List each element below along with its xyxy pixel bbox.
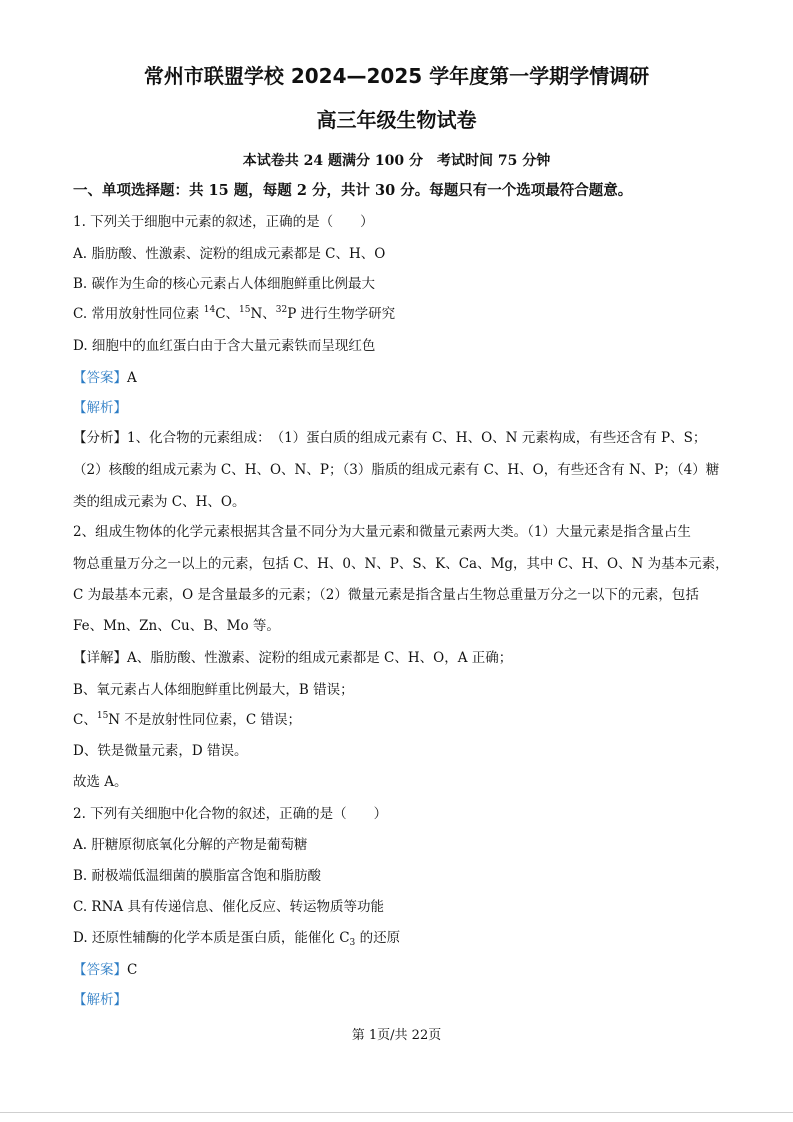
xiangjie-3-prefix: C、 — [73, 712, 97, 728]
answer-value-2: C — [127, 962, 138, 978]
section-heading: 一、单项选择题：共 15 题，每题 2 分，共计 30 分。每题只有一个选项最符合题意。 — [73, 182, 633, 199]
q1-fenxi-2: （2）核酸的组成元素为 C、H、O、N、P；（3）脂质的组成元素有 C、H、O，有些还含有 N、P；（4）糖 — [73, 462, 720, 478]
q1-xiangjie-2: B、氧元素占人体细胞鲜重比例最大，B 错误； — [73, 682, 354, 698]
isotope-c: C、 — [215, 306, 240, 322]
q1-fenxi-7: Fe、Mn、Zn、Cu、B、Mo 等。 — [73, 618, 280, 634]
q1-xiangjie-1 — [73, 649, 512, 667]
q1-fenxi-3: 类的组成元素为 C、H、O。 — [73, 494, 246, 510]
isotope-n-mass-2: 15 — [96, 711, 109, 721]
q1-option-b: B. 碳作为生命的核心元素占人体细胞鲜重比例最大 — [73, 276, 376, 292]
exam-info: 本试卷共 24 题满分 100 分 考试时间 75 分钟 — [242, 153, 551, 169]
q1-analysis-tag: 【解析】 — [73, 400, 127, 416]
bottom-divider — [0, 1112, 793, 1113]
fenxi-tag: 【分析】 — [73, 430, 127, 446]
q2-option-a: A. 肝糖原彻底氧化分解的产物是葡萄糖 — [73, 837, 308, 853]
c3-subscript: 3 — [349, 938, 356, 948]
q1-option-a: A. 脂肪酸、性激素、淀粉的组成元素都是 C、H、O — [73, 246, 386, 262]
page-number: 第 1页/共 22页 — [351, 1028, 442, 1043]
q2-analysis-tag: 【解析】 — [73, 992, 127, 1008]
q2-option-d-rest: 的还原 — [355, 930, 401, 946]
q1-option-c — [73, 305, 395, 323]
q1-xiangjie-4: D、铁是微量元素，D 错误。 — [73, 743, 248, 759]
isotope-c-mass: 14 — [203, 305, 216, 315]
q1-fenxi-4: 2、组成生物体的化学元素根据其含量不同分为大量元素和微量元素两大类。（1）大量元素是指含量占生 — [73, 524, 691, 540]
answer-tag-2: 【答案】 — [73, 962, 127, 978]
exam-title: 常州市联盟学校 2024—2025 学年度第一学期学情调研 — [143, 64, 650, 88]
q2-option-b: B. 耐极端低温细菌的膜脂富含饱和脂肪酸 — [73, 868, 322, 884]
q1-fenxi-5: 物总重量万分之一以上的元素，包括 C、H、0、N、P、S、K、Ca、Mg，其中 C、H、O、N 为基本元素， — [73, 556, 729, 572]
answer-tag: 【答案】 — [73, 370, 127, 386]
q1-fenxi-1 — [73, 429, 706, 447]
exam-subtitle: 高三年级生物试卷 — [316, 108, 477, 132]
q2-stem: 2. 下列有关细胞中化合物的叙述，正确的是（ ） — [73, 806, 388, 822]
xiangjie-text-1: A、脂肪酸、性激素、淀粉的组成元素都是 C、H、O，A 正确； — [127, 650, 513, 666]
q1-option-d: D. 细胞中的血红蛋白由于含大量元素铁而呈现红色 — [73, 338, 376, 354]
xiangjie-3-rest: N 不是放射性同位素，C 错误； — [108, 712, 302, 728]
q2-option-d — [73, 929, 400, 947]
q2-option-c: C. RNA 具有传递信息、催化反应、转运物质等功能 — [73, 899, 384, 915]
isotope-n: N、 — [250, 306, 276, 322]
q1-stem: 1. 下列关于细胞中元素的叙述，正确的是（ ） — [73, 214, 374, 230]
fenxi-text-1: 1、化合物的元素组成： （1）蛋白质的组成元素有 C、H、O、N 元素构成，有些还含有 P、S； — [127, 430, 707, 446]
isotope-n-mass: 15 — [239, 305, 251, 315]
q1-answer — [73, 369, 137, 387]
xiangjie-tag: 【详解】 — [73, 650, 127, 666]
q1-option-c-rest: P 进行生物学研究 — [287, 306, 396, 322]
q1-xiangjie-3 — [73, 711, 301, 729]
q1-option-c-prefix: C. 常用放射性同位素 — [73, 306, 204, 322]
q2-answer — [73, 961, 137, 979]
q2-option-d-prefix: D. 还原性辅酶的化学本质是蛋白质，能催化 C — [73, 930, 350, 946]
isotope-p-mass: 32 — [275, 305, 288, 315]
answer-value: A — [127, 370, 137, 386]
q1-conclusion: 故选 A。 — [73, 774, 128, 790]
q1-fenxi-6: C 为最基本元素，O 是含量最多的元素；（2）微量元素是指含量占生物总重量万分之一以下的元素，包括 — [73, 587, 699, 603]
